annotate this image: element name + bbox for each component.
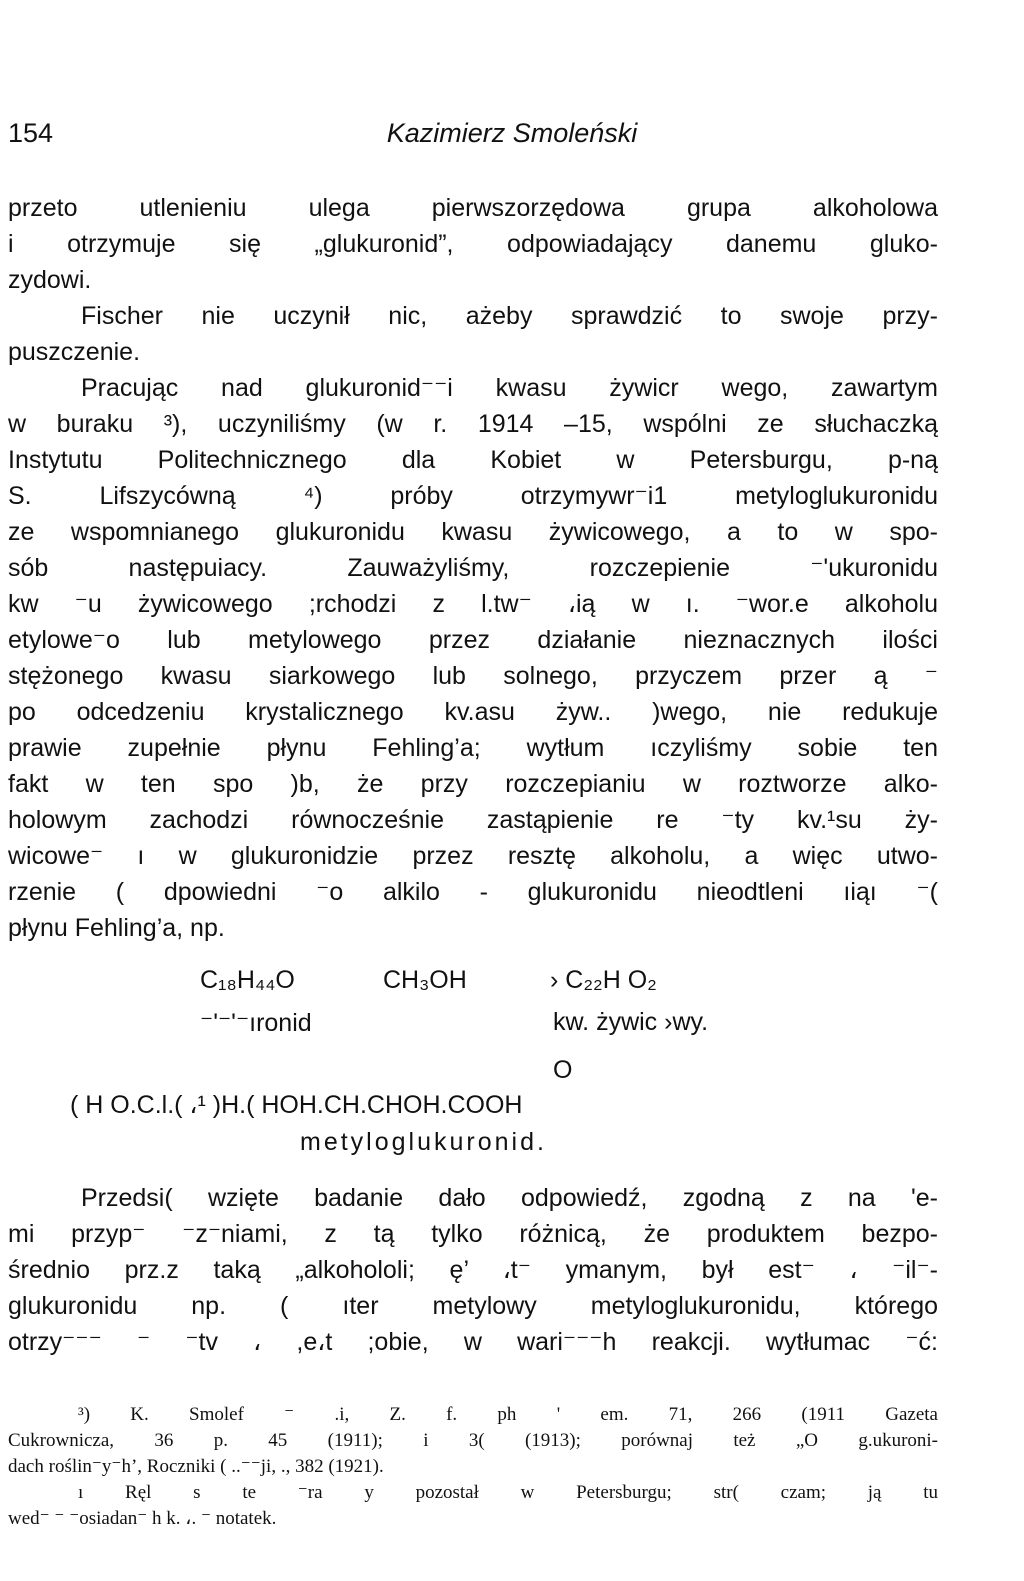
formula-ring-oxygen: O (553, 1056, 573, 1084)
text-line: etylowe⁻o lub metylowego przez działanie nieznacznych ilości (8, 626, 938, 654)
formula-reactant: C₁₈H₄₄O (200, 966, 295, 994)
body-paragraph-1 (8, 190, 938, 946)
text-line: stężonego kwasu siarkowego lub solnego, przyczem przer ą ⁻ (8, 662, 938, 690)
footnotes (8, 1402, 938, 1532)
text-line: średnio prz.z taką „alkohololi; ę’ ،t⁻ ymanym, był est⁻ ، ⁻il⁻- (8, 1256, 938, 1284)
text-line: otrzy⁻⁻⁻ ⁻ ⁻tv ، ,e،t ;obie, w wari⁻⁻⁻h reakcji. wytłumac ⁻ć: (8, 1328, 938, 1356)
text-line: przeto utlenieniu ulega pierwszorzędowa grupa alkoholowa (8, 194, 938, 222)
text-line: rzenie ( dpowiedni ⁻o alkilo - glukuronidu nieodtleni ıiąı ⁻( (8, 878, 938, 906)
formula-structure: ( H O.C.l.( ،¹ )H.( HOH.CH.CHOH.COOH (70, 1091, 523, 1119)
page-header (0, 118, 1024, 158)
text-line: zydowi. (8, 266, 92, 294)
text-line: mi przyp⁻ ⁻z⁻niami, z tą tylko różnicą, że produktem bezpo- (8, 1220, 938, 1248)
text-line: holowym zachodzi równocześnie zastąpienie re ⁻ty kv.¹su ży- (8, 806, 938, 834)
text-line: sób następuiacy. Zauważyliśmy, rozczepienie ⁻'ukuronidu (8, 554, 938, 582)
footnote-line: ³) K. Smolef ⁻ .i, Z. f. ph ' em. 71, 266 (1911 Gazeta (78, 1404, 938, 1425)
text-line: puszczenie. (8, 338, 141, 366)
text-line: kw ⁻u żywicowego ;rchodzi z l.tw⁻ ،ią w ı. ⁻wor.e alkoholu (8, 590, 938, 618)
formula-reactant-label: ⁻'⁻'⁻ıronid (200, 1009, 312, 1037)
text-line: Fischer nie uczynił nic, ażeby sprawdzić to swoje przy- (81, 302, 938, 330)
text-line: Instytutu Politechnicznego dla Kobiet w Petersburgu, p-ną (8, 446, 938, 474)
text-line: prawie zupełnie płynu Fehling’a; wytłum ıczyliśmy sobie ten (8, 734, 938, 762)
footnote-line: ı Ręl s te ⁻ra y pozostał w Petersburgu; str( czam; ją tu (78, 1482, 938, 1503)
text-line: S. Lifszycówną ⁴) próby otrzymywr⁻i1 metyloglukuronidu (8, 482, 938, 510)
text-line: płynu Fehling’a, np. (8, 914, 225, 942)
text-line: w buraku ³), uczyniliśmy (w r. 1914 –15, wspólni ze słuchaczką (8, 410, 938, 438)
text-line: po odcedzeniu krystalicznego kv.asu żyw.. )wego, nie redukuje (8, 698, 938, 726)
running-title: Kazimierz Smoleński (386, 118, 638, 148)
text-line: wicowe⁻ ı w glukuronidzie przez resztę alkoholu, a więc utwo- (8, 842, 938, 870)
footnote-line: dach roślin⁻y⁻h’, Roczniki ( ..⁻⁻ji, ., 382 (1921). (8, 1456, 384, 1477)
formula-name: metyloglukuronid. (300, 1128, 547, 1156)
page-number: 154 (8, 118, 54, 148)
text-line: glukuronidu np. ( ıter metylowy metyloglukuronidu, którego (8, 1292, 938, 1320)
text-line: fakt w ten spo )b, że przy rozczepianiu w roztworze alko- (8, 770, 938, 798)
text-line: Przedsi( wzięte badanie dało odpowiedź, zgodną z na 'e- (81, 1184, 938, 1212)
text-line: Pracując nad glukuronid⁻⁻i kwasu żywicr wego, zawartym (81, 374, 938, 402)
text-line: ze wspomnianego glukuronidu kwasu żywicowego, a to w spo- (8, 518, 938, 546)
formula-methanol: CH₃OH (383, 966, 467, 994)
footnote-line: Cukrownicza, 36 p. 45 (1911); i 3( (1913); porównaj też „O g.ukuroni- (8, 1430, 938, 1451)
footnote-line: wed⁻ ⁻ ⁻osiadan⁻ h k. ،. ⁻ notatek. (8, 1508, 277, 1529)
formula-product: › C₂₂H O₂ (550, 966, 657, 994)
text-line: i otrzymuje się „glukuronid”, odpowiadający danemu gluko- (8, 230, 938, 258)
body-paragraph-2 (8, 1180, 938, 1360)
formula-product-label: kw. żywic ›wy. (553, 1008, 709, 1036)
